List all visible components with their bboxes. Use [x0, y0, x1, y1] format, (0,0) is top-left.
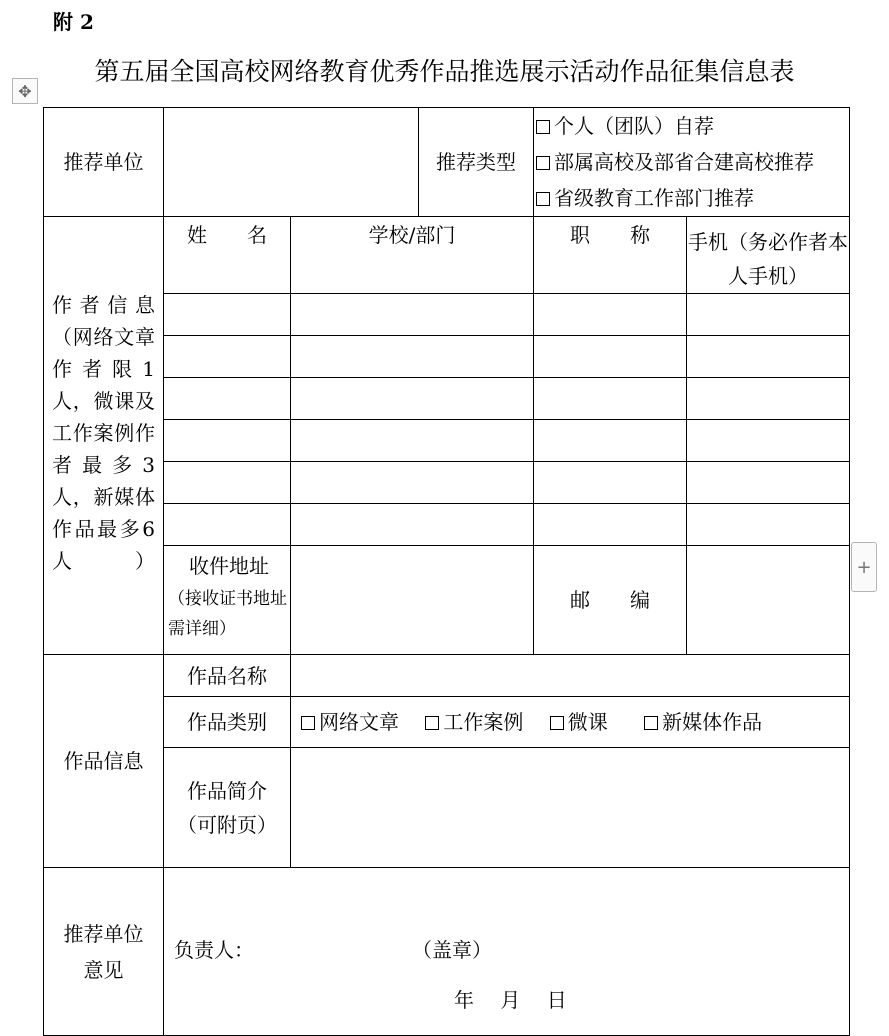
work-intro-note: （可附页） [177, 812, 277, 837]
author-phone-cell[interactable] [687, 504, 850, 546]
checkbox-icon[interactable] [301, 716, 315, 730]
recommend-type-options [534, 108, 850, 217]
work-intro-label-cell [164, 748, 291, 868]
author-title-cell[interactable] [534, 420, 687, 462]
opinion-label-line1: 推荐单位 [63, 921, 144, 946]
checkbox-icon[interactable] [536, 192, 550, 206]
plus-icon: + [856, 556, 872, 578]
table-row [44, 420, 850, 462]
checkbox-icon[interactable] [550, 716, 564, 730]
table-move-handle[interactable] [12, 78, 38, 104]
address-label-cell [164, 546, 291, 655]
date-label: 年 月 日 [454, 988, 567, 1012]
author-title-cell[interactable] [534, 336, 687, 378]
work-intro-label: 作品简介 [187, 778, 267, 803]
table-row [44, 504, 850, 546]
table-row [44, 378, 850, 420]
opinion-field[interactable] [164, 868, 850, 1036]
checkbox-icon[interactable] [536, 120, 550, 134]
author-phone-cell[interactable] [687, 378, 850, 420]
checkbox-icon[interactable] [536, 156, 550, 170]
author-phone-cell[interactable] [687, 420, 850, 462]
author-title-cell[interactable] [534, 504, 687, 546]
work-type-microlecture[interactable]: 微课 [550, 710, 608, 734]
work-type-article[interactable]: 网络文章 [301, 710, 399, 734]
work-name-label: 作品名称 [164, 655, 291, 697]
work-info-label: 作品信息 [44, 655, 164, 868]
author-header-school: 学校/部门 [291, 217, 534, 294]
address-note: （接收证书地址需详细） [168, 589, 287, 639]
author-header-phone: 手机（务必作者本人手机） [687, 217, 850, 294]
checkbox-icon[interactable] [644, 716, 658, 730]
work-type-newmedia[interactable]: 新媒体作品 [644, 710, 762, 734]
author-school-cell[interactable] [291, 378, 534, 420]
author-school-cell[interactable] [291, 294, 534, 336]
author-name-cell[interactable] [164, 294, 291, 336]
author-school-cell[interactable] [291, 462, 534, 504]
work-type-options [291, 697, 850, 748]
table-row [44, 294, 850, 336]
author-name-cell[interactable] [164, 336, 291, 378]
author-phone-cell[interactable] [687, 294, 850, 336]
recommend-unit-field[interactable] [164, 108, 419, 217]
seal-label: （盖章） [412, 938, 492, 962]
add-row-button[interactable] [851, 542, 877, 592]
info-form-table [43, 107, 850, 1036]
author-title-cell[interactable] [534, 462, 687, 504]
work-name-field[interactable] [291, 655, 850, 697]
postcode-field[interactable] [687, 546, 850, 655]
author-title-cell[interactable] [534, 294, 687, 336]
work-intro-field[interactable] [291, 748, 850, 868]
table-row [44, 462, 850, 504]
recommend-option-province[interactable]: 省级教育工作部门推荐 [534, 180, 849, 216]
author-name-cell[interactable] [164, 420, 291, 462]
responsible-label: 负责人： [174, 938, 254, 962]
author-header-title: 职 称 [534, 217, 687, 294]
table-row [44, 336, 850, 378]
author-name-cell[interactable] [164, 462, 291, 504]
address-label: 收件地址 [189, 554, 269, 578]
author-school-cell[interactable] [291, 504, 534, 546]
postcode-label: 邮 编 [534, 546, 687, 655]
recommend-unit-label: 推荐单位 [44, 108, 164, 217]
page-title: 第五届全国高校网络教育优秀作品推选展示活动作品征集信息表 [94, 57, 795, 86]
author-phone-cell[interactable] [687, 462, 850, 504]
author-info-label: 作者信息（网络文章作者限1人，微课及工作案例作者最多3人，新媒体作品最多6人） [44, 217, 164, 655]
author-phone-cell[interactable] [687, 336, 850, 378]
author-school-cell[interactable] [291, 420, 534, 462]
author-school-cell[interactable] [291, 336, 534, 378]
checkbox-icon[interactable] [425, 716, 439, 730]
opinion-label-line2: 意见 [83, 957, 124, 982]
author-header-name: 姓 名 [164, 217, 291, 294]
recommend-type-label: 推荐类型 [419, 108, 534, 217]
move-icon: ✥ [18, 81, 32, 101]
author-name-cell[interactable] [164, 504, 291, 546]
author-name-cell[interactable] [164, 378, 291, 420]
opinion-label-cell [44, 868, 164, 1036]
work-type-label: 作品类别 [164, 697, 291, 748]
attachment-label: 附 2 [53, 10, 94, 34]
author-title-cell[interactable] [534, 378, 687, 420]
recommend-option-self[interactable]: 个人（团队）自荐 [534, 108, 849, 144]
recommend-option-university[interactable]: 部属高校及部省合建高校推荐 [534, 144, 849, 180]
address-field[interactable] [291, 546, 534, 655]
work-type-case[interactable]: 工作案例 [425, 710, 523, 734]
